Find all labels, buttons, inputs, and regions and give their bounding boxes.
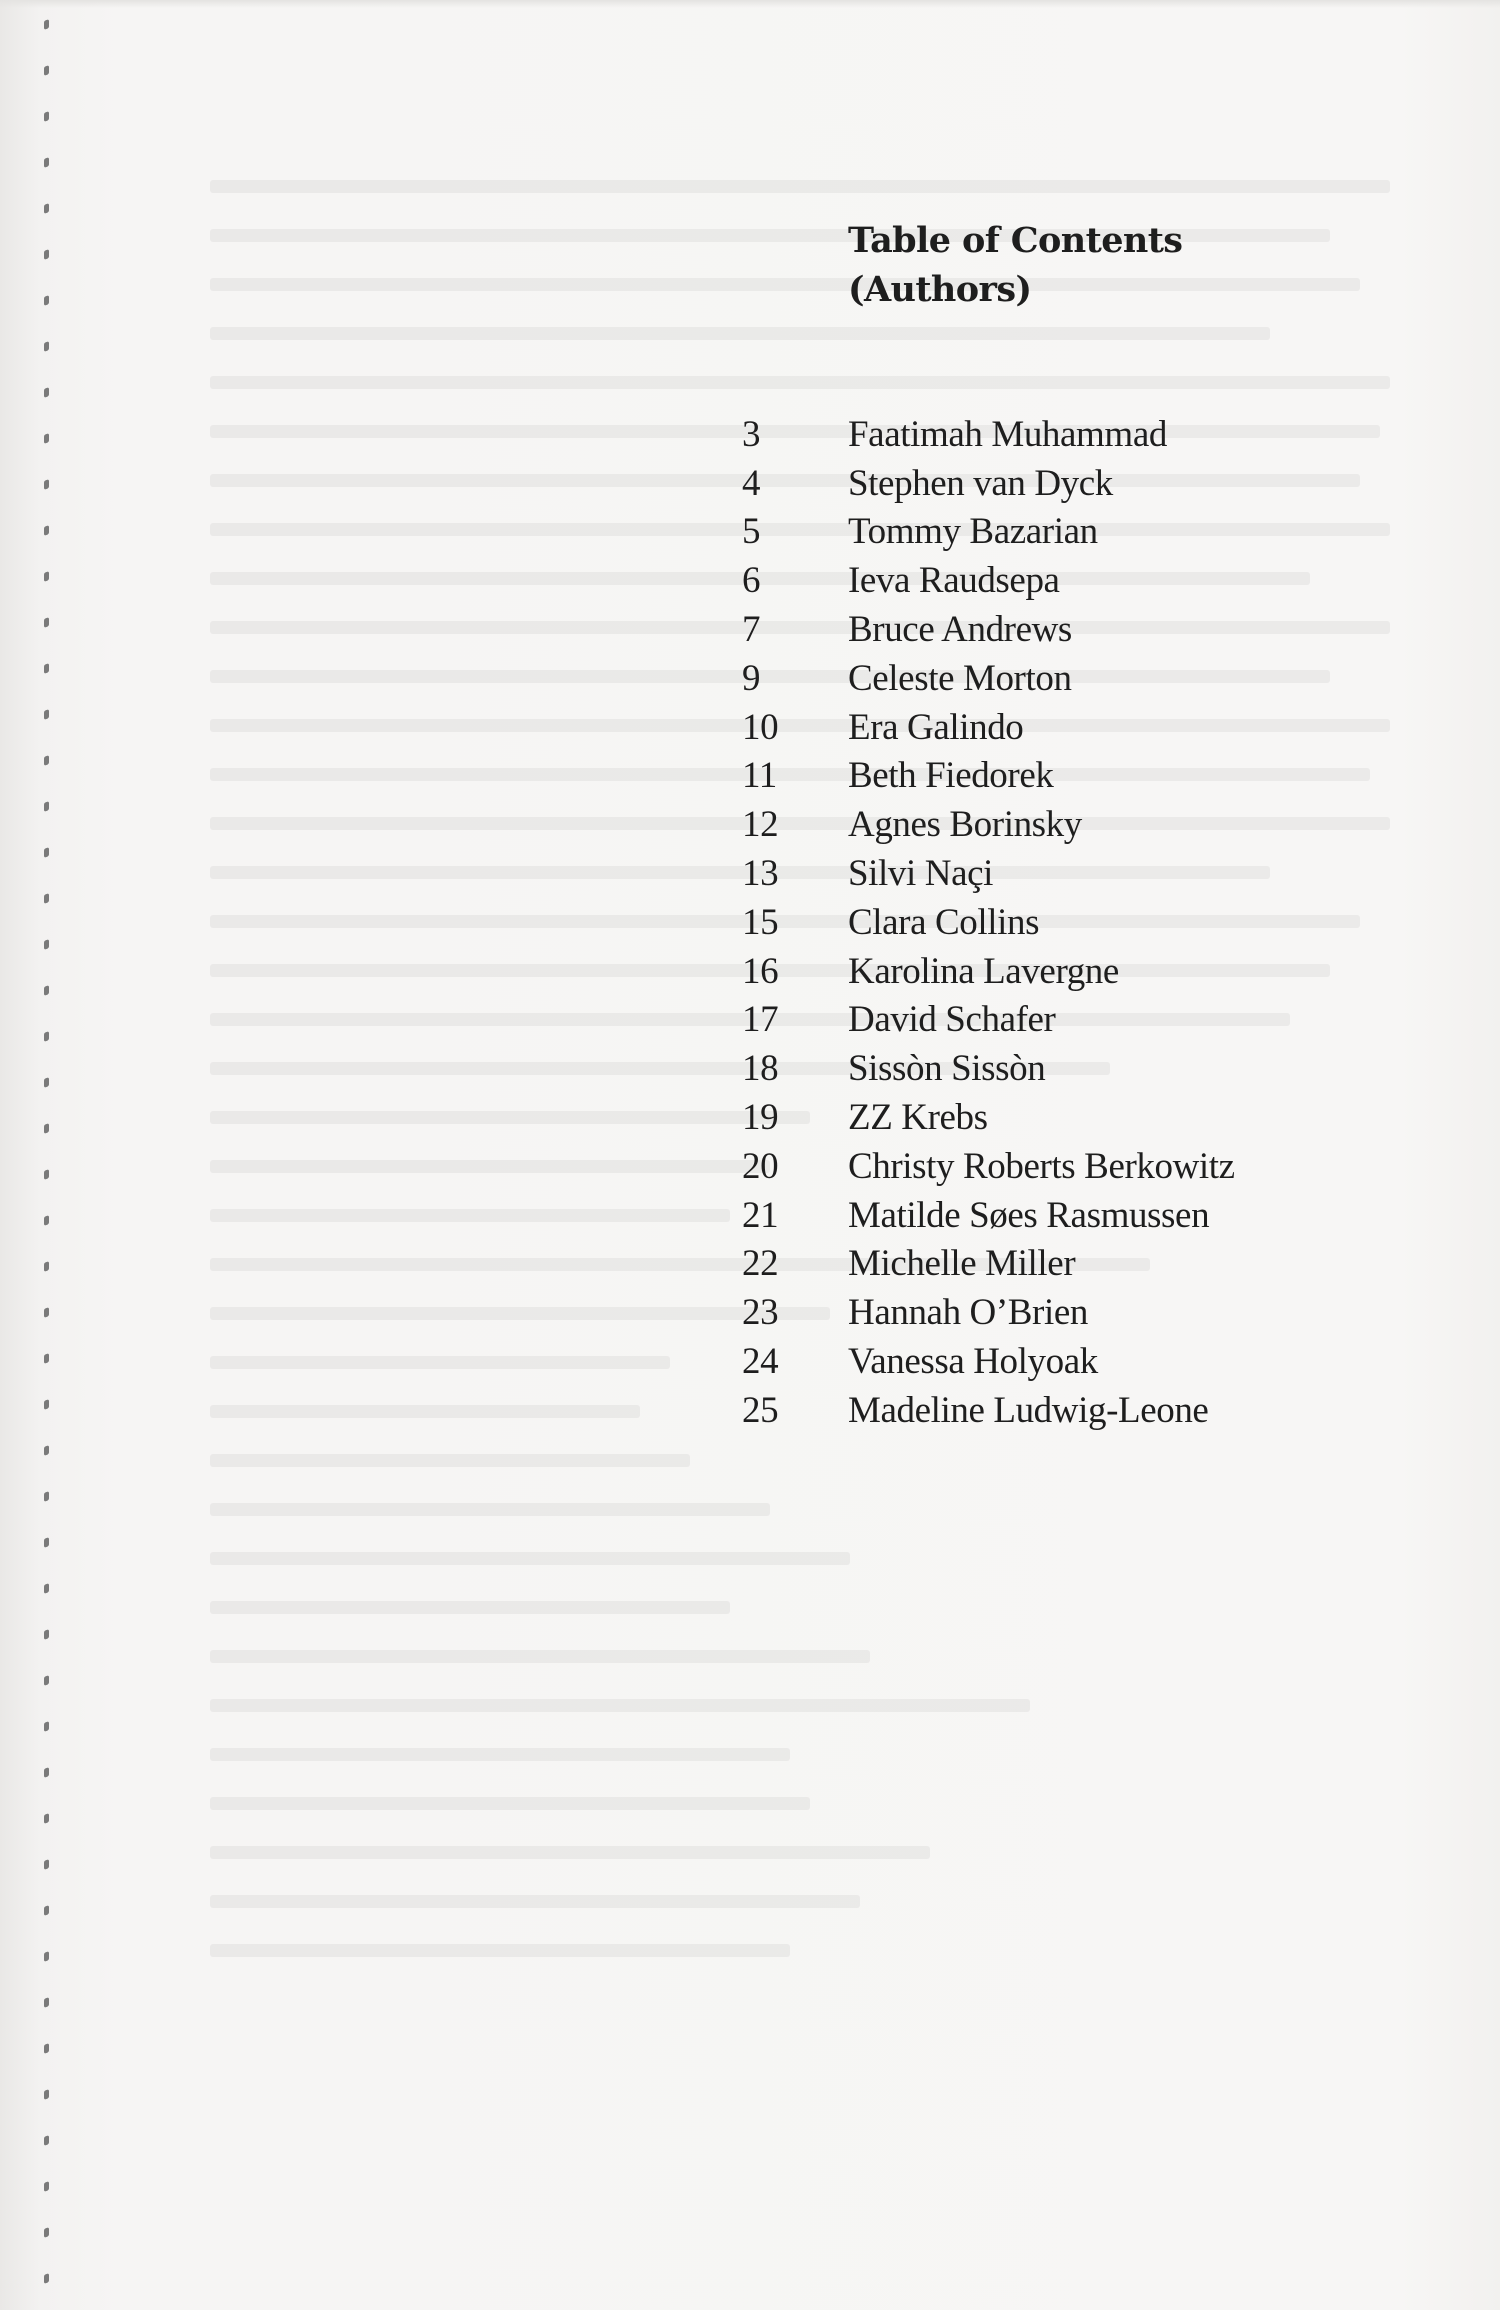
toc-entry <box>700 410 1400 459</box>
toc-author-name: Clara Collins <box>848 901 1040 943</box>
toc-entry <box>700 1386 1400 1435</box>
binding-hole <box>44 1583 49 1594</box>
toc-page-number: 12 <box>742 804 779 846</box>
toc-author-name: Michelle Miller <box>848 1243 1076 1285</box>
binding-hole <box>44 1951 49 1962</box>
binding-hole <box>44 617 49 628</box>
binding-hole <box>44 295 49 306</box>
binding-hole <box>44 387 49 398</box>
binding-hole <box>44 755 49 766</box>
toc-author-name: Bruce Andrews <box>848 609 1072 651</box>
binding-hole <box>44 1491 49 1502</box>
toc-page-number: 15 <box>742 901 779 943</box>
toc-entry <box>700 1093 1400 1142</box>
toc-page-number: 5 <box>742 511 761 553</box>
toc-page-number: 9 <box>742 657 761 699</box>
binding-hole <box>44 663 49 674</box>
binding-hole <box>44 65 49 76</box>
toc-entry <box>700 459 1400 508</box>
binding-hole <box>44 893 49 904</box>
toc-entry <box>700 1337 1400 1386</box>
show-through-line <box>210 327 1270 340</box>
binding-hole <box>44 1261 49 1272</box>
show-through-line <box>210 1748 790 1761</box>
toc-entry <box>700 898 1400 947</box>
binding-hole <box>44 1859 49 1870</box>
binding-hole <box>44 2227 49 2238</box>
toc-entry <box>700 508 1400 557</box>
binding-hole <box>44 2135 49 2146</box>
show-through-line <box>210 376 1390 389</box>
toc-entry <box>700 1044 1400 1093</box>
toc-page-number: 23 <box>742 1292 779 1334</box>
binding-hole <box>44 1353 49 1364</box>
toc-author-name: Era Galindo <box>848 706 1024 748</box>
show-through-line <box>210 1160 770 1173</box>
toc-author-name: ZZ Krebs <box>848 1097 988 1139</box>
binding-hole <box>44 433 49 444</box>
binding-hole <box>44 571 49 582</box>
binding-hole <box>44 1905 49 1916</box>
binding-hole <box>44 1215 49 1226</box>
toc-page-number: 22 <box>742 1243 779 1285</box>
binding-hole <box>44 1629 49 1640</box>
binding-hole <box>44 1399 49 1410</box>
binding-hole <box>44 1675 49 1686</box>
toc-author-name: Hannah O’Brien <box>848 1292 1088 1334</box>
toc-entry <box>700 800 1400 849</box>
binding-hole <box>44 939 49 950</box>
toc-author-name: David Schafer <box>848 999 1056 1041</box>
toc-author-name: Silvi Naçi <box>848 853 994 895</box>
binding-hole <box>44 249 49 260</box>
toc-entry <box>700 605 1400 654</box>
toc-entry <box>700 1142 1400 1191</box>
toc-page-number: 7 <box>742 609 761 651</box>
toc-heading <box>848 216 1182 314</box>
show-through-line <box>210 1797 810 1810</box>
binding-hole <box>44 525 49 536</box>
show-through-line <box>210 180 1390 193</box>
toc-entry <box>700 654 1400 703</box>
binding-hole <box>44 1721 49 1732</box>
toc-author-name: Agnes Borinsky <box>848 804 1082 846</box>
binding-hole <box>44 111 49 122</box>
toc-author-name: Vanessa Holyoak <box>848 1341 1098 1383</box>
toc-page-number: 20 <box>742 1145 779 1187</box>
toc-author-name: Faatimah Muhammad <box>848 413 1167 455</box>
toc-author-name: Madeline Ludwig-Leone <box>848 1389 1209 1431</box>
binding-hole <box>44 847 49 858</box>
binding-hole <box>44 709 49 720</box>
toc-page-number: 16 <box>742 950 779 992</box>
binding-hole <box>44 1031 49 1042</box>
binding-hole <box>44 2043 49 2054</box>
toc-author-name: Tommy Bazarian <box>848 511 1098 553</box>
toc-page-number: 18 <box>742 1048 779 1090</box>
binding-hole <box>44 2089 49 2100</box>
binding-hole <box>44 801 49 812</box>
toc-author-name: Ieva Raudsepa <box>848 560 1060 602</box>
binding-hole <box>44 479 49 490</box>
binding-hole <box>44 1997 49 2008</box>
show-through-line <box>210 1503 770 1516</box>
toc-author-name: Celeste Morton <box>848 657 1072 699</box>
toc-entry <box>700 703 1400 752</box>
toc-entry <box>700 1288 1400 1337</box>
binding-hole <box>44 203 49 214</box>
binding-hole <box>44 1537 49 1548</box>
binding-hole <box>44 2181 49 2192</box>
toc-page-number: 21 <box>742 1194 779 1236</box>
show-through-line <box>210 1699 1030 1712</box>
toc-entry <box>700 947 1400 996</box>
toc-author-name: Sissòn Sissòn <box>848 1048 1046 1090</box>
binding-hole <box>44 1123 49 1134</box>
show-through-line <box>210 1454 690 1467</box>
toc-page-number: 25 <box>742 1389 779 1431</box>
toc-entry <box>700 556 1400 605</box>
toc-author-name: Stephen van Dyck <box>848 462 1113 504</box>
show-through-line <box>210 1405 640 1418</box>
binding-hole <box>44 341 49 352</box>
show-through-line <box>210 278 1360 291</box>
binding-hole <box>44 2273 49 2284</box>
toc-heading-line2: (Authors) <box>848 269 1032 310</box>
toc-page-number: 6 <box>742 560 761 602</box>
toc-page-number: 19 <box>742 1097 779 1139</box>
toc-entry <box>700 1240 1400 1289</box>
toc-list <box>700 410 1400 1435</box>
toc-author-name: Christy Roberts Berkowitz <box>848 1145 1235 1187</box>
toc-entry <box>700 996 1400 1045</box>
show-through-line <box>210 1650 870 1663</box>
toc-entry <box>700 1191 1400 1240</box>
binding-hole <box>44 1077 49 1088</box>
show-through-line <box>210 1846 930 1859</box>
binding-hole <box>44 1767 49 1778</box>
toc-page-number: 4 <box>742 462 761 504</box>
binding-hole <box>44 19 49 30</box>
toc-entry <box>700 752 1400 801</box>
spiral-binding-holes <box>40 20 58 2300</box>
show-through-line <box>210 1356 670 1369</box>
show-through-line <box>210 1209 730 1222</box>
toc-author-name: Karolina Lavergne <box>848 950 1119 992</box>
show-through-line <box>210 1895 860 1908</box>
binding-hole <box>44 1813 49 1824</box>
binding-hole <box>44 1307 49 1318</box>
toc-page-number: 3 <box>742 413 761 455</box>
toc-page-number: 13 <box>742 853 779 895</box>
show-through-line <box>210 1944 790 1957</box>
toc-entry <box>700 849 1400 898</box>
toc-page-number: 11 <box>742 755 777 797</box>
binding-hole <box>44 157 49 168</box>
toc-page-number: 10 <box>742 706 779 748</box>
toc-author-name: Matilde Søes Rasmussen <box>848 1194 1210 1236</box>
show-through-line <box>210 1552 850 1565</box>
toc-page-number: 17 <box>742 999 779 1041</box>
toc-heading-line1: Table of Contents <box>848 220 1183 261</box>
binding-hole <box>44 1169 49 1180</box>
show-through-line <box>210 1601 730 1614</box>
binding-hole <box>44 985 49 996</box>
toc-author-name: Beth Fiedorek <box>848 755 1054 797</box>
toc-page-number: 24 <box>742 1341 779 1383</box>
binding-hole <box>44 1445 49 1456</box>
page-top-edge <box>0 0 1500 8</box>
